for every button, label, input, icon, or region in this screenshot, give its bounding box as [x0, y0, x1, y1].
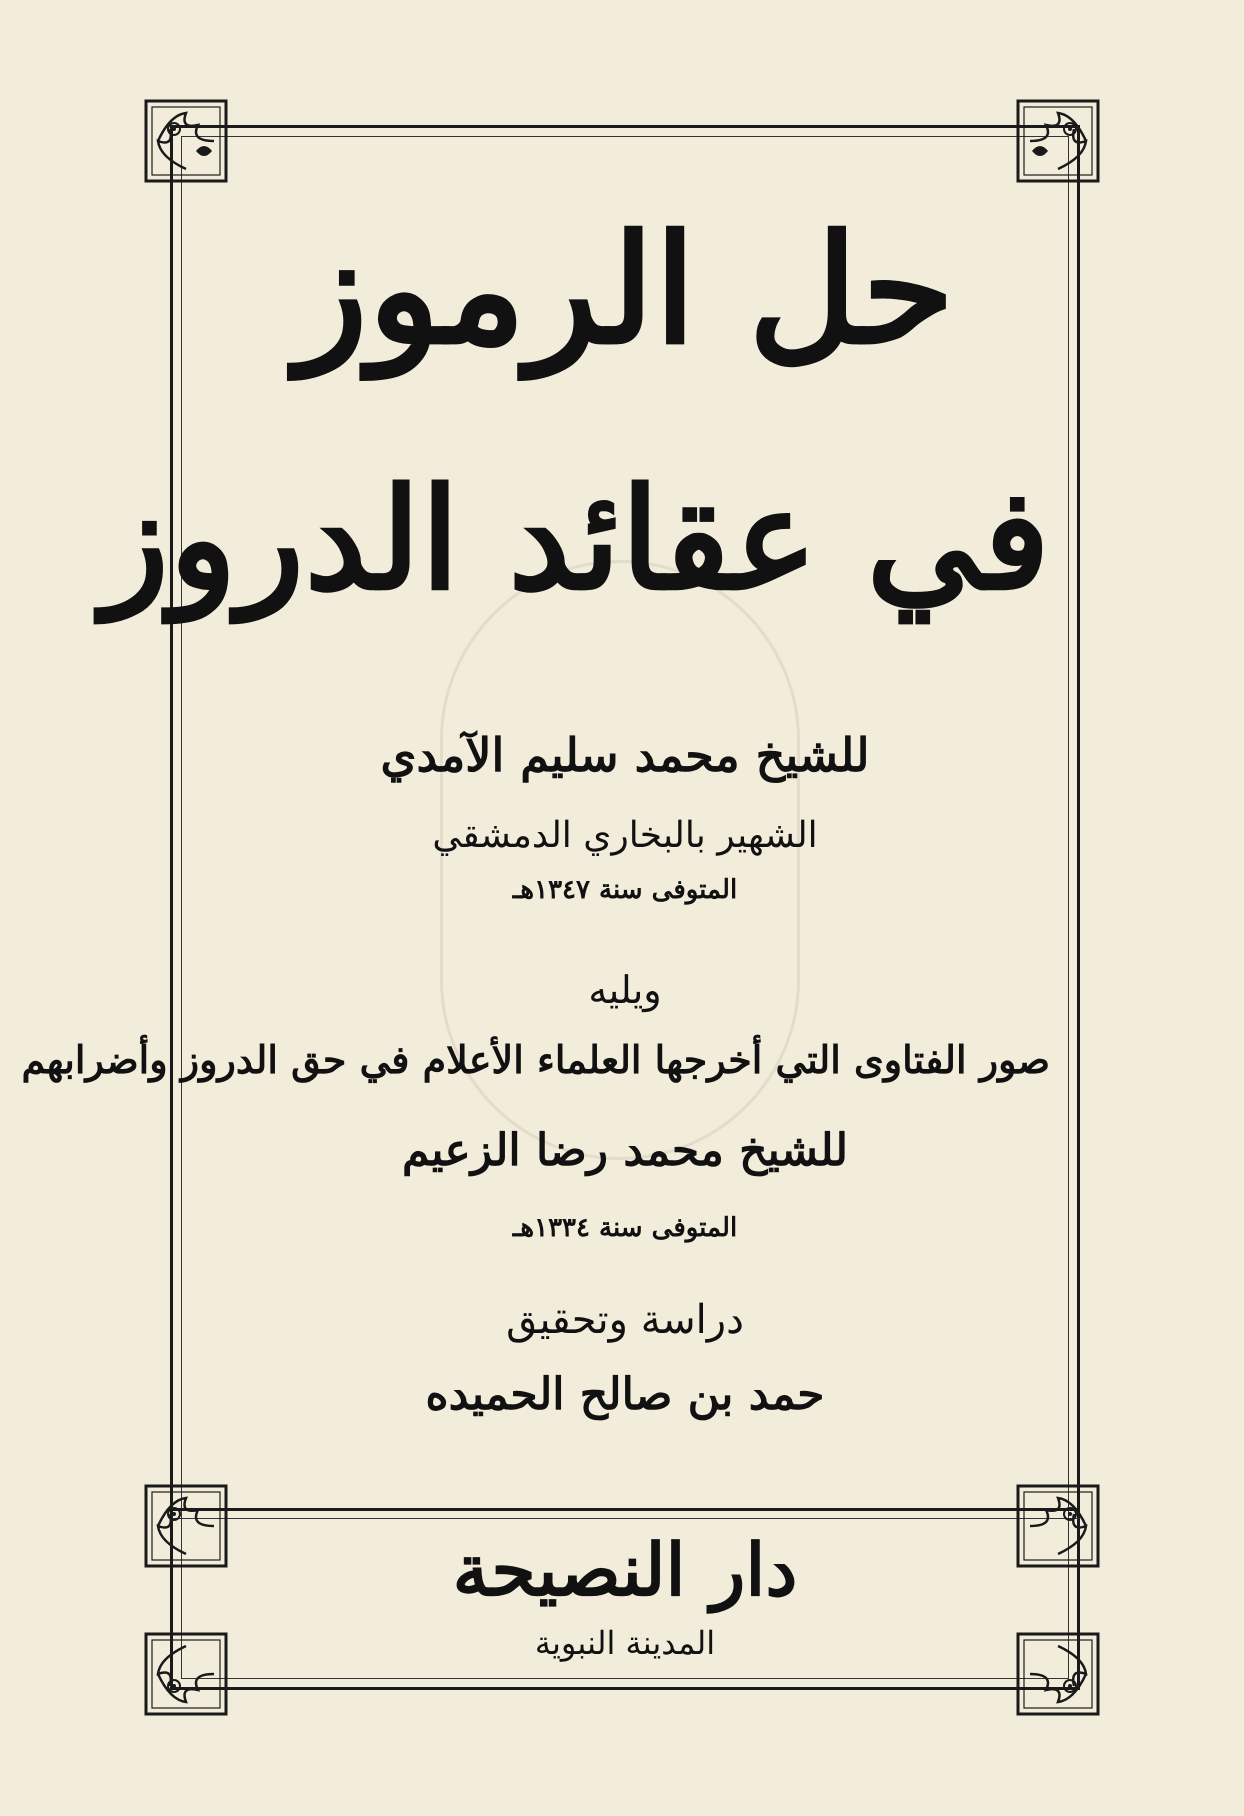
- publisher-divider: [170, 1508, 1080, 1511]
- second-author-name: للشيخ محمد رضا الزعيم: [401, 1125, 849, 1176]
- editor-name: حمد بن صالح الحميده: [425, 1369, 825, 1420]
- floral-corner-icon: [1012, 95, 1104, 187]
- publisher-divider-thin: [170, 1518, 1080, 1519]
- author-nickname: الشهير بالبخاري الدمشقي: [432, 815, 818, 856]
- publisher-name: دار النصيحة: [452, 1527, 798, 1612]
- publisher-city: المدينة النبوية: [534, 1624, 716, 1662]
- author-death-date: المتوفى سنة ١٣٤٧هـ: [512, 875, 738, 905]
- second-author-death-date: المتوفى سنة ١٣٣٤هـ: [512, 1213, 738, 1243]
- book-title-line2: في عقائد الدروز: [101, 458, 1050, 622]
- floral-corner-icon: [140, 95, 232, 187]
- book-title-line1: حل الرموز: [295, 202, 955, 378]
- study-label: دراسة وتحقيق: [506, 1297, 744, 1343]
- followed-by-label: ويليه: [588, 968, 662, 1012]
- author-name: للشيخ محمد سليم الآمدي: [380, 728, 870, 782]
- second-work-title: صور الفتاوى التي أخرجها العلماء الأعلام في حق الدروز وأضرابهم: [21, 1037, 1050, 1082]
